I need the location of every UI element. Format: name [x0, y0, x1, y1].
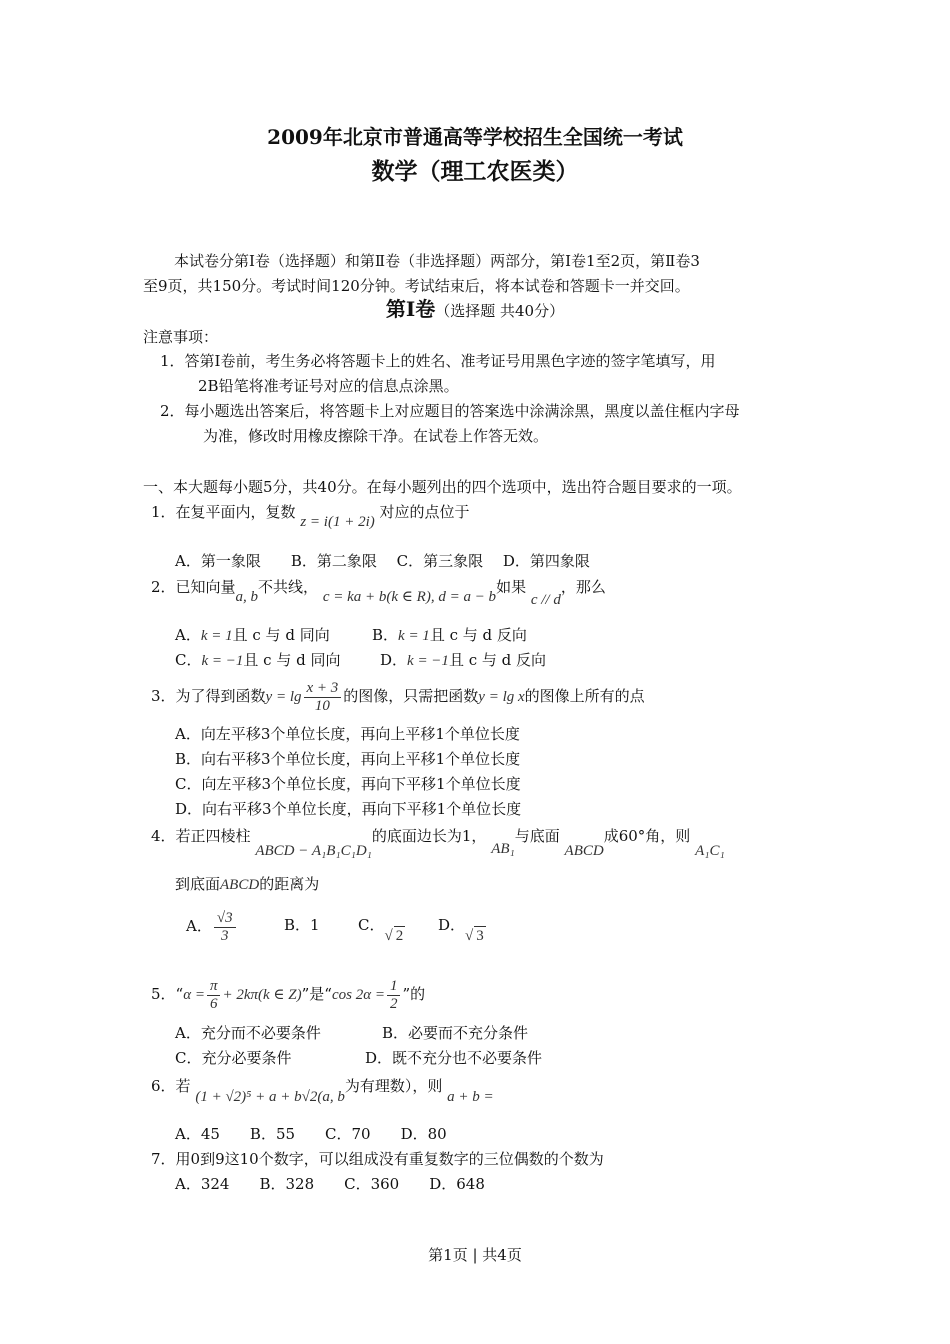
q4-a-fraction: $\frac{√3}{3}$ [214, 910, 236, 945]
q5-option-a: A．充分而不必要条件 [175, 1024, 321, 1042]
q4-text-4: 成60°角，则 [603, 827, 691, 845]
q3-option-a: A．向左平移3个单位长度，再向上平移1个单位长度 [175, 725, 520, 743]
q4-prism: ABCD − A₁B₁C₁D₁ [255, 843, 372, 859]
part-one-label: 第Ⅰ卷 [385, 297, 436, 321]
q6-formula: (1 + √2)⁵ + a + b√2(a, b [195, 1089, 345, 1105]
q4-option-b: B．1 [284, 916, 320, 934]
q4-text-3: 与底面 [514, 827, 560, 845]
note-1-line-1: 1．答第Ⅰ卷前，考生务必将答题卡上的姓名、准考证号用黑色字迹的签字笔填写，用 [160, 352, 716, 370]
q5-option-b: B．必要而不充分条件 [382, 1024, 529, 1042]
intro-line-2: 至9页，共150分。考试时间120分钟。考试结束后，将本试卷和答题卡一并交回。 [143, 277, 690, 295]
q2-option-d: D．k = −1且 c 与 d 反向 [380, 651, 547, 669]
q3-option-d: D．向右平移3个单位长度，再向下平移1个单位长度 [175, 800, 522, 818]
q4-option-d: D．√ 3 [438, 916, 484, 944]
q2-option-a: A．k = 1且 c 与 d 同向 [175, 626, 330, 644]
q4-a1c1: A₁C₁ [695, 843, 725, 859]
q2-formula: c = ka + b(k ∈ R), d = a − b [322, 589, 497, 605]
part-one-sub: （选择题 共40分） [435, 302, 565, 320]
q2-parallel: c // d [530, 592, 561, 608]
q1-formula: z = i(1 + 2i) [300, 514, 375, 530]
notes-heading: 注意事项： [143, 328, 219, 346]
note-1-line-2: 2B铅笔将准考证号对应的信息点涂黑。 [198, 377, 459, 395]
exam-title: 2009年北京市普通高等学校招生全国统一考试 [267, 125, 683, 149]
q4-option-a: A． $\frac{√3}{3}$ [186, 908, 238, 945]
q3-func: y = lg [265, 689, 302, 705]
q4-option-c: C．√ 2 [358, 916, 404, 944]
q5-option-c: C．充分必要条件 [175, 1049, 292, 1067]
note-2-line-1: 2．每小题选出答案后，将答题卡上对应题目的答案选中涂满涂黑，黑度以盖住框内字母 [160, 402, 740, 420]
q4-ab1: AB₁ [491, 841, 515, 857]
q5-alpha: α = [183, 987, 205, 1003]
question-5: 5．“α = $\frac{\pi}{6}$ + 2kπ(k ∈ Z)”是“cos 2α = $\frac{1}{2}$ ”的 [151, 977, 426, 1012]
q1-text: 1．在复平面内，复数 [151, 503, 296, 521]
question-3 [151, 678, 645, 715]
question-4 [151, 827, 725, 859]
q5-cos: cos 2α = [331, 987, 385, 1003]
q3-text-2: 的图像，只需把函数 [343, 687, 479, 705]
q2-option-b: B．k = 1且 c 与 d 反向 [372, 626, 527, 644]
intro-line-1: 本试卷分第Ⅰ卷（选择题）和第Ⅱ卷（非选择题）两部分，第Ⅰ卷1至2页，第Ⅱ卷3 [174, 252, 700, 270]
q3-option-c: C．向左平移3个单位长度，再向下平移1个单位长度 [175, 775, 521, 793]
q4-c-sqrt: 2 [395, 928, 404, 944]
question-1 [151, 503, 470, 530]
q3-fraction: $\frac{x + 3}{10}$ [304, 680, 342, 715]
question-2 [151, 578, 606, 608]
q4-base: ABCD [564, 843, 604, 859]
q6-options: A．45 B．55 C．70 D．80 [175, 1125, 447, 1143]
page-footer: 第1页 | 共4页 [428, 1246, 522, 1264]
q2-text-2: 不共线， [258, 578, 319, 596]
q5-fraction-2: $\frac{1}{2}$ [387, 978, 401, 1013]
q3-text: 3．为了得到函数 [151, 687, 266, 705]
q7-options: A．324 B．328 C．360 D．648 [175, 1175, 485, 1193]
q1-options: A．第一象限 B．第二象限 C．第三象限 D．第四象限 [175, 552, 590, 570]
exam-subtitle: 数学（理工农医类） [371, 158, 579, 185]
part-one-heading [0, 297, 950, 321]
q4-text-2: 的底面边长为1， [371, 827, 487, 845]
q4-text: 4．若正四棱柱 [151, 827, 251, 845]
question-7: 7．用0到9这10个数字，可以组成没有重复数字的三位偶数的个数为 [151, 1150, 604, 1168]
section-one-instructions: 一、本大题每小题5分，共40分。在每小题列出的四个选项中，选出符合题目要求的一项。 [143, 478, 742, 496]
q2-vectors: a, b [235, 589, 259, 605]
q1-text-end: 对应的点位于 [379, 503, 470, 521]
q2-text: 2．已知向量 [151, 578, 236, 596]
q5-rest: + 2kπ(k ∈ Z) [222, 987, 302, 1003]
note-2-line-2: 为准，修改时用橡皮擦除干净。在试卷上作答无效。 [203, 427, 549, 445]
q6-formula-2: a + b = [447, 1089, 494, 1105]
q4-d-sqrt: 3 [476, 928, 484, 944]
q2-text-3: 如果 [496, 578, 527, 596]
q3-option-b: B．向右平移3个单位长度，再向上平移1个单位长度 [175, 750, 521, 768]
question-6: 6．若 (1 + √2)⁵ + a + b√2(a, b为有理数），则 a + b = [151, 1077, 494, 1105]
q3-func-2: y = lg x [478, 689, 525, 705]
q2-text-4: ，那么 [560, 578, 606, 596]
q5-option-d: D．既不充分也不必要条件 [365, 1049, 543, 1067]
q4-line-2: 到底面ABCD的距离为 [175, 875, 320, 893]
q3-text-3: 的图像上所有的点 [524, 687, 645, 705]
q2-option-c: C．k = −1且 c 与 d 同向 [175, 651, 341, 669]
q5-fraction-1: $\frac{\pi}{6}$ [207, 978, 221, 1013]
